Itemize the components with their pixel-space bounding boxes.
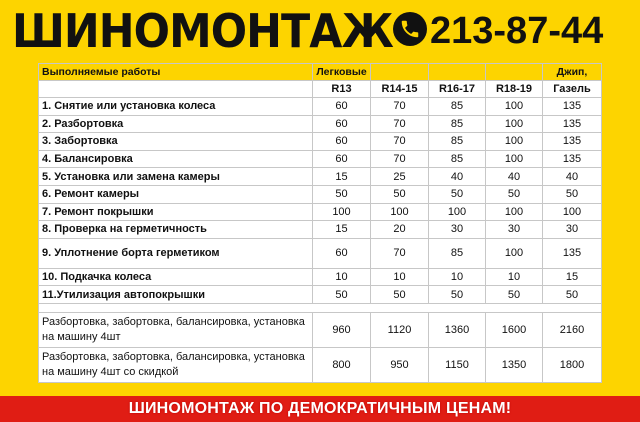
price-table [38,63,601,383]
footer-banner [0,396,640,422]
price-cell: 1360 [429,312,486,347]
price-cell: 70 [371,238,429,268]
price-cell: 50 [429,185,486,203]
service-name: 9. Уплотнение борта герметиком [39,238,313,268]
price-cell: 10 [313,268,371,286]
table-row [39,150,602,168]
price-cell: 135 [543,115,602,133]
phone-icon [393,12,427,46]
price-cell: 40 [486,168,543,186]
column-header: R16-17 [429,81,486,98]
price-cell: 50 [371,185,429,203]
price-cell: 100 [486,150,543,168]
table-row [39,203,602,221]
price-cell: 60 [313,238,371,268]
column-header: R14-15 [371,81,429,98]
phone-number[interactable]: 213-87-44 [430,10,604,52]
price-cell: 70 [371,98,429,116]
price-cell: 50 [543,286,602,304]
table-row [39,221,602,239]
price-cell: 100 [543,203,602,221]
price-cell: 50 [429,286,486,304]
price-cell: 10 [486,268,543,286]
price-cell: 1120 [371,312,429,347]
price-cell: 800 [313,347,371,382]
service-name: 7. Ремонт покрышки [39,203,313,221]
group-light-label: Легковые [313,64,371,81]
price-cell: 15 [543,268,602,286]
service-name: 1. Снятие или установка колеса [39,98,313,116]
price-cell: 85 [429,98,486,116]
price-cell: 1150 [429,347,486,382]
price-cell: 50 [371,286,429,304]
service-name: Разбортовка, забортовка, балансировка, установка на машину 4шт со скидкой [39,347,313,382]
column-header-row [39,81,602,98]
service-name: 8. Проверка на герметичность [39,221,313,239]
column-header: Газель [543,81,602,98]
price-cell: 2160 [543,312,602,347]
price-cell: 25 [371,168,429,186]
price-cell: 10 [371,268,429,286]
corner-label: Выполняемые работы [39,64,313,81]
price-cell: 40 [543,168,602,186]
price-cell: 100 [486,203,543,221]
price-cell: 60 [313,115,371,133]
price-cell: 100 [429,203,486,221]
price-cell: 135 [543,150,602,168]
price-cell: 85 [429,133,486,151]
price-cell: 100 [313,203,371,221]
price-cell: 70 [371,115,429,133]
price-cell: 40 [429,168,486,186]
service-name: 5. Установка или замена камеры [39,168,313,186]
price-cell: 30 [486,221,543,239]
table-row [39,168,602,186]
price-cell: 85 [429,115,486,133]
table-row [39,115,602,133]
price-cell: 50 [486,286,543,304]
price-cell: 85 [429,238,486,268]
service-name: 11.Утилизация автопокрышки [39,286,313,304]
column-header: R18-19 [486,81,543,98]
group-jeep-label: Джип, [543,64,602,81]
price-cell: 70 [371,133,429,151]
price-cell: 85 [429,150,486,168]
price-cell: 135 [543,98,602,116]
table-row [39,238,602,268]
price-cell: 20 [371,221,429,239]
service-name: Разбортовка, забортовка, балансировка, установка на машину 4шт [39,312,313,347]
price-cell: 50 [313,185,371,203]
price-cell: 60 [313,98,371,116]
price-cell: 70 [371,150,429,168]
combo-row [39,312,602,347]
table-row [39,98,602,116]
table-header-row [39,64,602,81]
column-header: R13 [313,81,371,98]
price-cell: 135 [543,133,602,151]
price-cell: 960 [313,312,371,347]
table-row [39,185,602,203]
price-cell: 10 [429,268,486,286]
price-cell: 30 [429,221,486,239]
spacer-row [39,303,602,312]
price-cell: 100 [371,203,429,221]
service-name: 2. Разбортовка [39,115,313,133]
price-cell: 60 [313,150,371,168]
price-cell: 50 [543,185,602,203]
table-row [39,133,602,151]
table-row [39,286,602,304]
price-cell: 15 [313,168,371,186]
price-cell: 50 [486,185,543,203]
price-cell: 50 [313,286,371,304]
price-cell: 1350 [486,347,543,382]
price-cell: 950 [371,347,429,382]
table-row [39,268,602,286]
price-cell: 100 [486,115,543,133]
price-cell: 15 [313,221,371,239]
combo-row [39,347,602,382]
service-name: 10. Подкачка колеса [39,268,313,286]
price-cell: 1800 [543,347,602,382]
footer-text: ШИНОМОНТАЖ ПО ДЕМОКРАТИЧНЫМ ЦЕНАМ! [128,400,512,417]
price-cell: 60 [313,133,371,151]
service-name: 6. Ремонт камеры [39,185,313,203]
price-cell: 135 [543,238,602,268]
price-cell: 30 [543,221,602,239]
service-name: 3. Забортовка [39,133,313,151]
price-cell: 100 [486,98,543,116]
price-cell: 100 [486,238,543,268]
page-title: ШИНОМОНТАЖ [12,4,393,58]
service-name: 4. Балансировка [39,150,313,168]
price-cell: 1600 [486,312,543,347]
header [0,0,640,62]
price-cell: 100 [486,133,543,151]
